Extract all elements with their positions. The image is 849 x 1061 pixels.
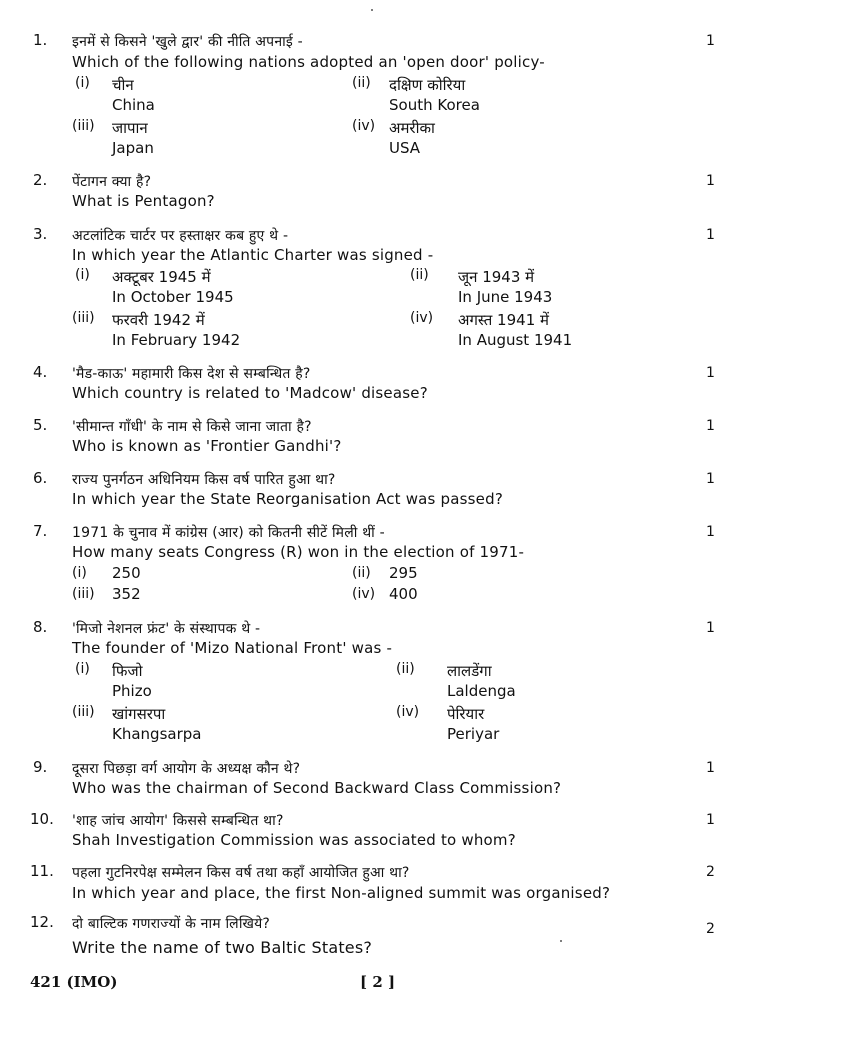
option-label: (i) [75,75,90,91]
question-text-hindi: पेंटागन क्या है? [72,174,152,190]
option-text: 352 [112,585,141,603]
question-number: 12. [30,913,54,931]
option-text-english: In October 1945 [112,288,234,306]
option-text-english: Laldenga [447,682,516,700]
question-number: 4. [33,363,48,381]
question-text-english: Who was the chairman of Second Backward Class Commission? [72,779,562,797]
option-text-english: Periyar [447,725,500,743]
question-text-english: In which year and place, the first Non-aligned summit was organised? [72,884,611,902]
question-marks: 1 [706,620,715,636]
option-text-english: South Korea [389,96,480,114]
option-label: (iv) [352,118,376,134]
question-marks: 1 [706,524,715,540]
question-text-hindi: 'सीमान्त गाँधी' के नाम से किसे जाना जाता है? [72,419,312,435]
option-text: 295 [389,564,418,582]
option-text-english: Japan [112,139,154,157]
option-text-english: China [112,96,155,114]
question-number: 7. [33,522,48,540]
option-text-english: In August 1941 [458,331,573,349]
option-label: (iii) [72,704,95,720]
option-text: 250 [112,564,141,582]
question-number: 5. [33,416,48,434]
question-marks: 1 [706,471,715,487]
question-text-english: What is Pentagon? [72,192,215,210]
option-label: (iii) [72,586,95,602]
question-number: 6. [33,469,48,487]
question-text-hindi: 'मैड-काऊ' महामारी किस देश से सम्बन्धित है? [72,366,311,382]
option-label: (ii) [352,565,371,581]
question-number: 9. [33,758,48,776]
question-text-english: Write the name of two Baltic States? [72,938,373,957]
question-text-hindi: 'मिजो नेशनल फ्रंट' के संस्थापक थे - [72,621,261,637]
option-text-english: USA [389,139,421,157]
option-text-english: In February 1942 [112,331,241,349]
option-label: (iii) [72,118,95,134]
question-number: 2. [33,171,48,189]
question-text-hindi: दूसरा पिछड़ा वर्ग आयोग के अध्यक्ष कौन थे? [72,761,301,777]
question-number: 10. [30,810,54,828]
question-number: 3. [33,225,48,243]
question-number: 1. [33,31,48,49]
option-text-english: In June 1943 [458,288,553,306]
option-text-hindi: दक्षिण कोरिया [389,76,466,94]
question-number: 11. [30,862,54,880]
question-text-english: In which year the State Reorganisation Act was passed? [72,490,503,508]
question-text-english: Which of the following nations adopted an 'open door' policy- [72,53,545,71]
question-text-english: Who is known as 'Frontier Gandhi'? [72,437,342,455]
option-label: (i) [72,565,87,581]
question-marks: 1 [706,33,715,49]
option-text: 400 [389,585,418,603]
option-label: (iv) [352,586,376,602]
option-text-english: Khangsarpa [112,725,202,743]
option-text-hindi: जापान [112,119,148,137]
question-text-hindi: अटलांटिक चार्टर पर हस्ताक्षर कब हुए थे - [72,228,289,244]
question-marks: 1 [706,418,715,434]
scan-speck [560,940,562,942]
option-label: (ii) [396,661,415,677]
question-marks: 2 [706,921,715,937]
question-number: 8. [33,618,48,636]
option-label: (iii) [72,310,95,326]
option-text-hindi: पेरियार [447,705,485,723]
question-text-hindi: राज्य पुनर्गठन अधिनियम किस वर्ष पारित हुआ था? [72,472,336,488]
option-label: (i) [75,661,90,677]
question-marks: 1 [706,173,715,189]
option-label: (ii) [410,267,429,283]
option-label: (iv) [410,310,434,326]
option-label: (ii) [352,75,371,91]
question-text-hindi: दो बाल्टिक गणराज्यों के नाम लिखिये? [72,916,271,932]
question-marks: 2 [706,864,715,880]
option-text-hindi: लालडेंगा [447,662,492,680]
option-text-hindi: फरवरी 1942 में [112,311,205,329]
question-text-english: In which year the Atlantic Charter was signed - [72,246,434,264]
option-text-hindi: अगस्त 1941 में [458,311,549,329]
question-text-english: Which country is related to 'Madcow' disease? [72,384,428,402]
option-text-hindi: खांगसरपा [112,705,166,723]
option-text-hindi: चीन [112,76,134,94]
option-label: (iv) [396,704,420,720]
scan-speck [371,9,373,11]
question-text-english: Shah Investigation Commission was associated to whom? [72,831,516,849]
page-number: [ 2 ] [360,973,396,991]
option-text-hindi: अमरीका [389,119,435,137]
question-text-hindi: इनमें से किसने 'खुले द्वार' की नीति अपनाई - [72,34,303,50]
question-text-hindi: पहला गुटनिरपेक्ष सम्मेलन किस वर्ष तथा कहाँ आयोजित हुआ था? [72,865,410,881]
option-text-hindi: जून 1943 में [458,268,535,286]
paper-code: 421 (IMO) [30,973,118,991]
option-text-english: Phizo [112,682,152,700]
question-text-english: The founder of 'Mizo National Front' was - [72,639,393,657]
question-text-hindi: 1971 के चुनाव में कांग्रेस (आर) को कितनी सीटें मिली थीं - [72,525,385,541]
question-text-english: How many seats Congress (R) won in the election of 1971- [72,543,525,561]
question-marks: 1 [706,760,715,776]
question-marks: 1 [706,365,715,381]
question-marks: 1 [706,812,715,828]
option-text-hindi: अक्टूबर 1945 में [112,268,211,286]
option-label: (i) [75,267,90,283]
option-text-hindi: फिजो [112,662,143,680]
question-marks: 1 [706,227,715,243]
question-text-hindi: 'शाह जांच आयोग' किससे सम्बन्धित था? [72,813,284,829]
